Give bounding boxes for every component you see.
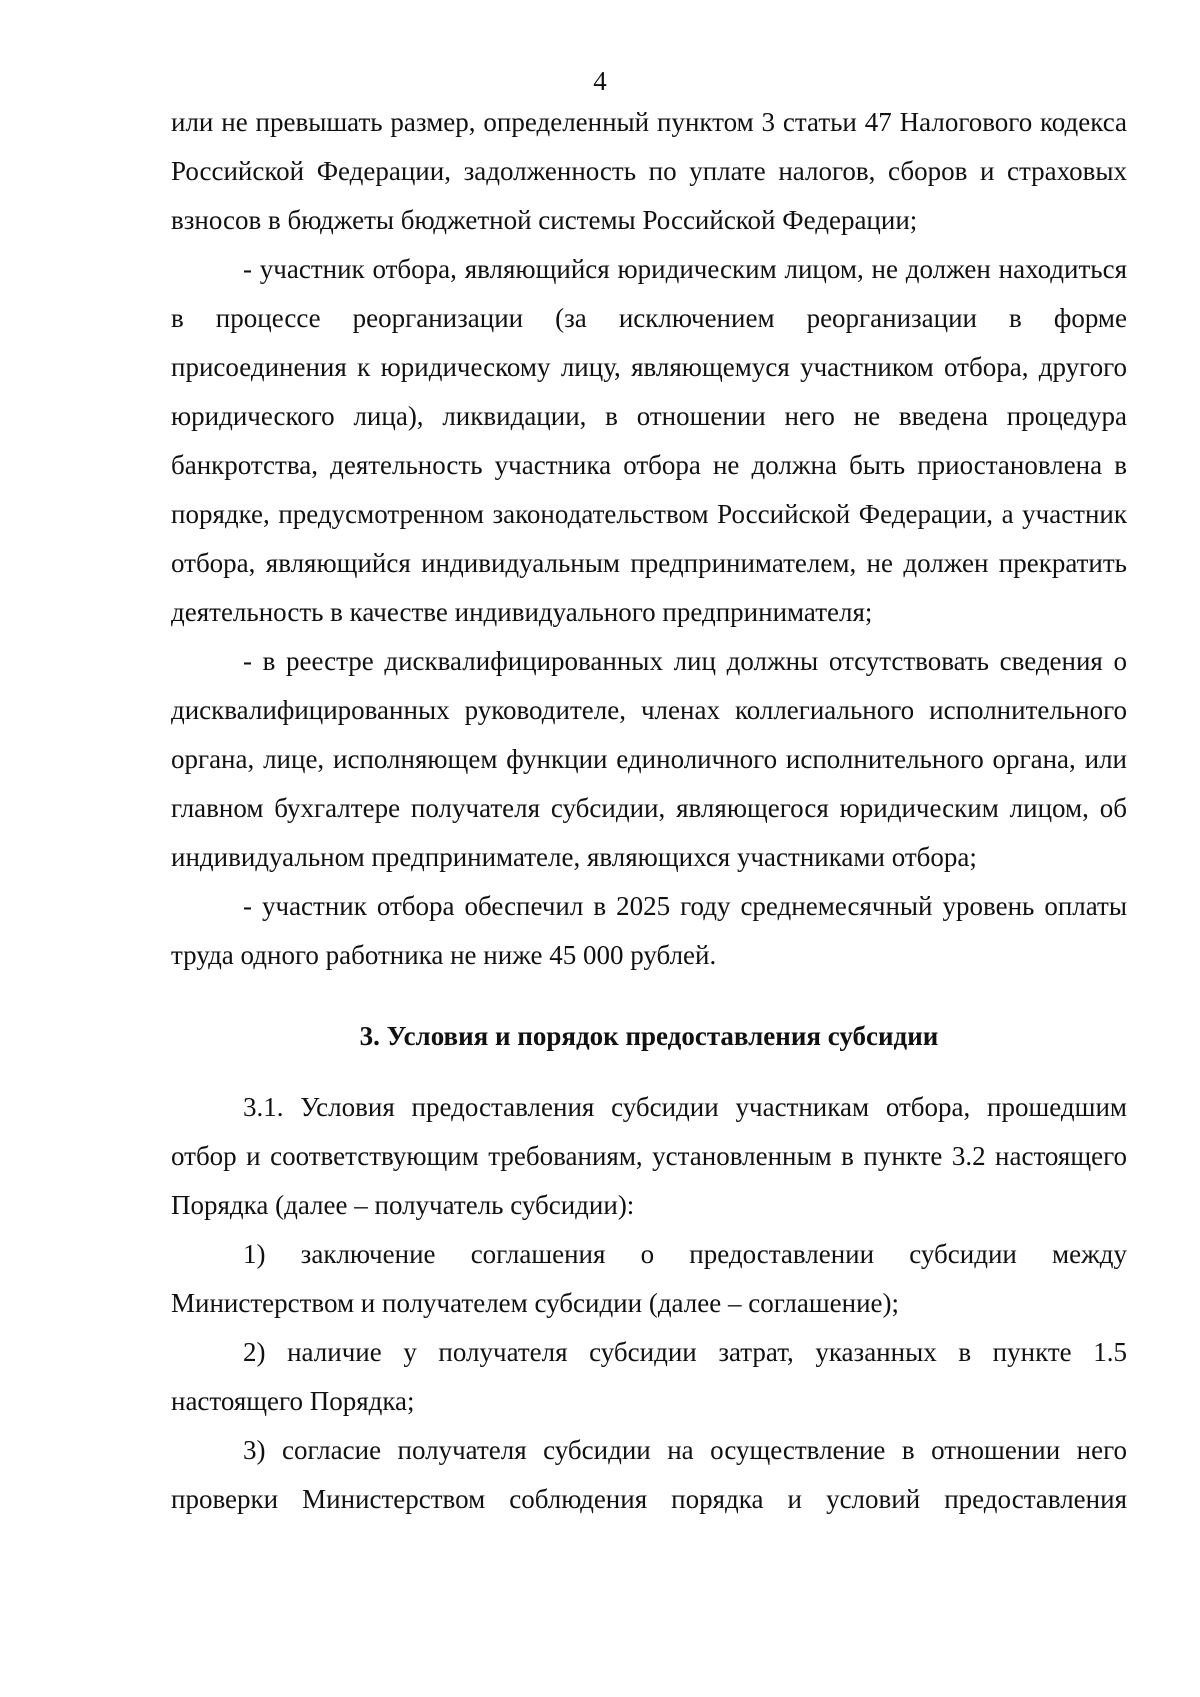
requirement-disqualified-registry: - в реестре дисквалифицированных лиц должны отсутствовать сведения о дисквалифицированных руководителе, членах коллегиального исполнительного органа, лице, исполняющем функции единоличного исполнительного органа, или главном бухгалтере получателя субсидии, являющегося юридическим лицом, об индивидуальном предпринимателе, являющихся участниками отбора; — [171, 646, 1127, 872]
section-intro-paragraph: 3.1. Условия предоставления субсидии участникам отбора, прошедшим отбор и соответствующим требованиям, установленным в пункте 3.2 настоящего Порядка (далее – получатель субсидии): — [171, 1092, 1127, 1220]
continuation-paragraph: или не превышать размер, определенный пунктом 3 статьи 47 Налогового кодекса Российской Федерации, задолженность по уплате налогов, сборов и страховых взносов в бюджеты бюджетной системы Российской Федерации; — [171, 107, 1127, 235]
condition-expenses: 2) наличие у получателя субсидии затрат, указанных в пункте 1.5 настоящего Порядка; — [171, 1337, 1127, 1416]
section-heading: 3. Условия и порядок предоставления субсидии — [359, 1021, 939, 1051]
requirement-reorganization: - участник отбора, являющийся юридическим лицом, не должен находиться в процессе реорганизации (за исключением реорганизации в форме присоединения к юридическому лицу, являющемуся участником отбора, другого юридического лица), ликвидации, в отношении него не введена процедура банкротства, деятельность участника отбора не должна быть приостановлена в порядке, предусмотренном законодательством Российской Федерации, а участник отбора, являющийся индивидуальным предпринимателем, не должен прекратить деятельность в качестве индивидуального предпринимателя; — [171, 254, 1127, 627]
document-body — [171, 98, 1127, 1524]
condition-agreement: 1) заключение соглашения о предоставлении субсидии между Министерством и получателем субсидии (далее – соглашение); — [171, 1239, 1127, 1318]
condition-inspection-consent: 3) согласие получателя субсидии на осуществление в отношении него проверки Министерством соблюдения порядка и условий предоставления — [171, 1435, 1127, 1514]
page-number: 4 — [593, 66, 607, 96]
requirement-salary-level: - участник отбора обеспечил в 2025 году среднемесячный уровень оплаты труда одного работника не ниже 45 000 рублей. — [171, 891, 1127, 970]
